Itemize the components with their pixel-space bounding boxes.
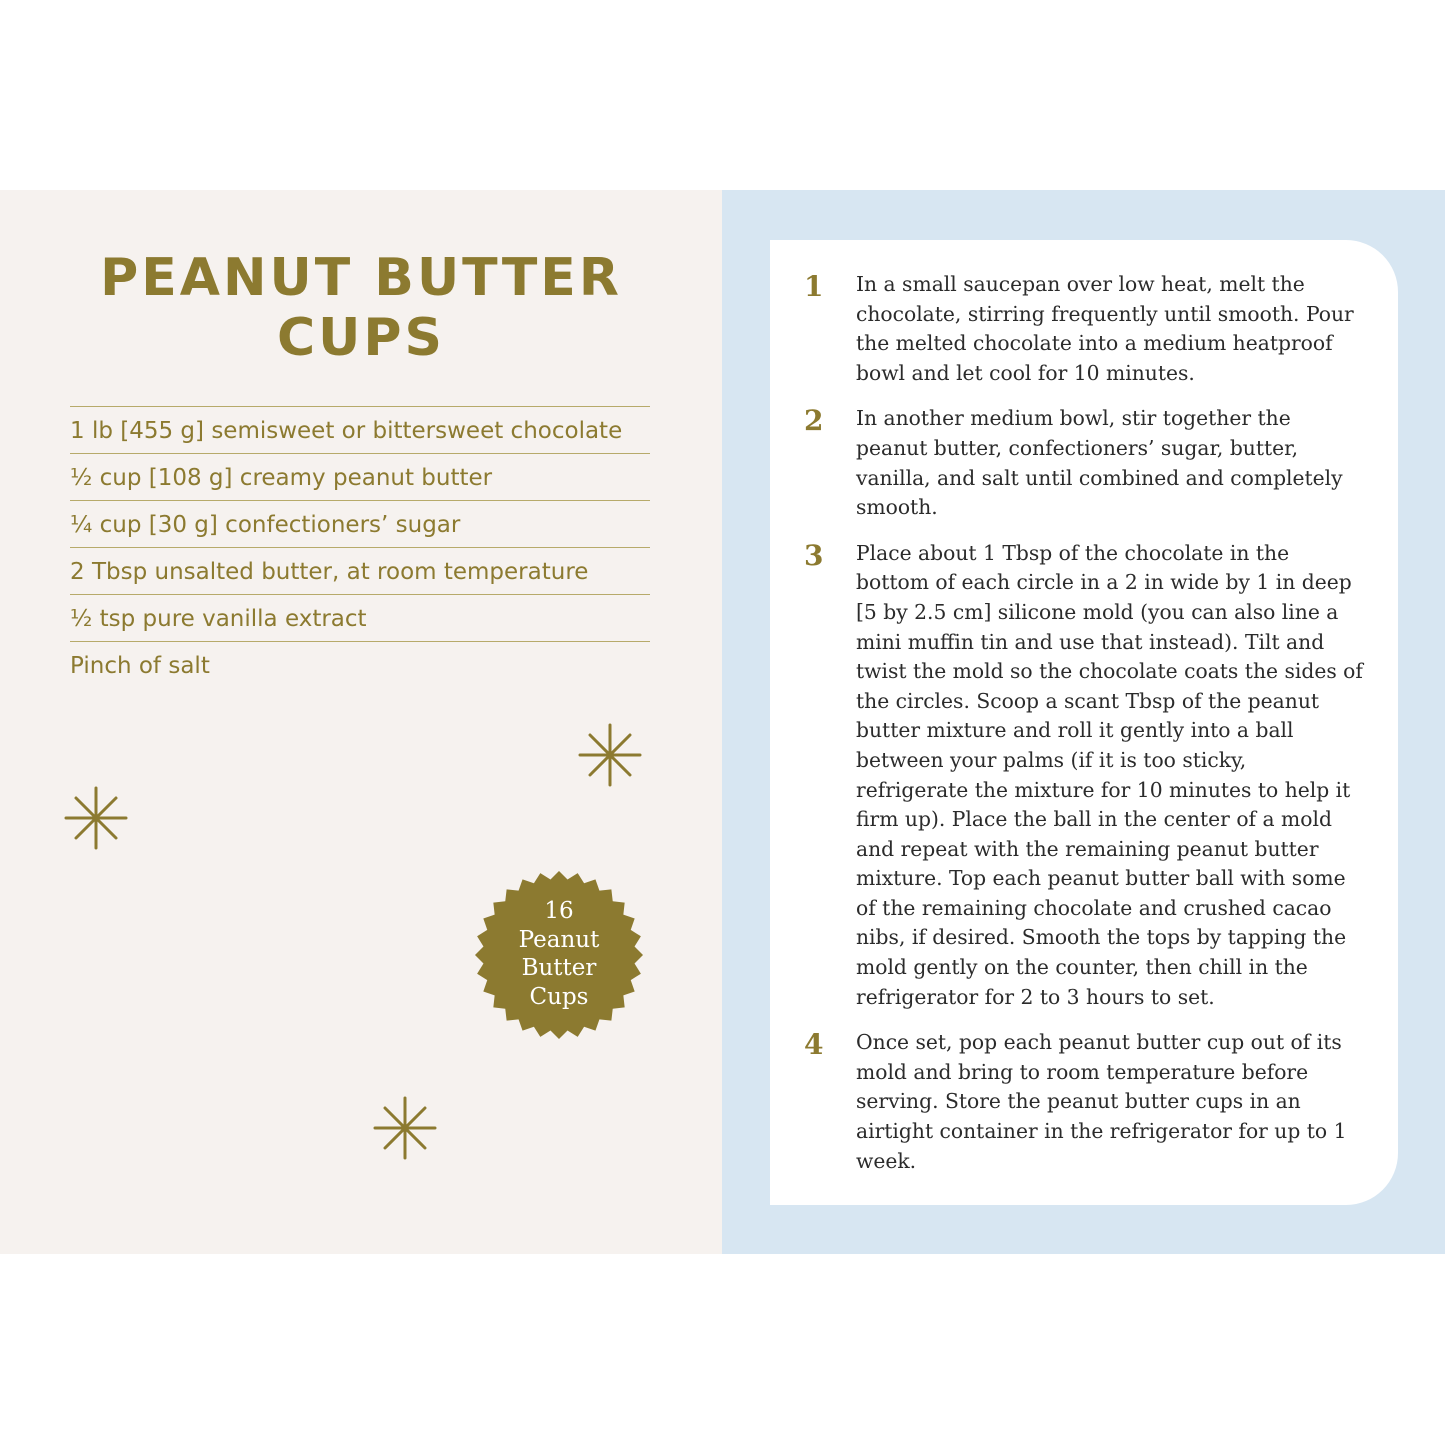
step-number: 2 xyxy=(804,404,824,438)
ingredient-item: ½ tsp pure vanilla extract xyxy=(70,594,650,641)
step-number: 1 xyxy=(804,270,824,303)
yield-word: Butter xyxy=(521,955,597,981)
recipe-title xyxy=(0,248,722,368)
ingredient-item: ¼ cup [30 g] confectioners’ sugar xyxy=(70,500,650,547)
yield-text xyxy=(474,897,644,1011)
step-item xyxy=(804,270,1364,388)
step-item xyxy=(804,1028,1364,1176)
step-list xyxy=(804,270,1364,1192)
step-text: Once set, pop each peanut butter cup out of its mold and bring to room temperature before serving. Store the peanut butter cups in an airtight container in the refrigerator for up to 1 week. xyxy=(856,1030,1347,1173)
step-item xyxy=(804,404,1364,522)
yield-badge xyxy=(474,870,644,1040)
left-page xyxy=(0,190,722,1254)
step-text: Place about 1 Tbsp of the chocolate in the bottom of each circle in a 2 in wide by 1 in deep [5 by 2.5 cm] silicone mold (you can also line a mini muffin tin and use that instead). Tilt and twist the mold so the chocolate coats the sides of the circles. Scoop a scant Tbsp of the peanut butter mixture and roll it gently into a ball between your palms (if it is too sticky, refrigerate the mixture for 10 minutes to help it firm up). Place the ball in the center of a mold and repeat with the remaining peanut butter mixture. Top each peanut butter ball with some of the remaining chocolate and crushed cacao nibs, if desired. Smooth the tops by tapping the mold gently on the counter, then chill in the refrigerator for 2 to 3 hours to set. xyxy=(856,540,1363,1009)
yield-count: 16 xyxy=(544,898,574,924)
yield-word: Cups xyxy=(529,983,589,1010)
step-text: In another medium bowl, stir together the peanut butter, confectioners’ sugar, butter, vanilla, and salt until combined and completely smooth. xyxy=(856,406,1343,520)
ingredient-item: 1 lb [455 g] semisweet or bittersweet chocolate xyxy=(70,406,650,453)
step-text: In a small saucepan over low heat, melt the chocolate, stirring frequently until smooth. Pour the melted chocolate into a medium heatproof bowl and let cool for 10 minutes. xyxy=(856,272,1354,385)
step-number: 4 xyxy=(804,1028,824,1062)
ingredient-list xyxy=(70,406,650,688)
ingredient-item: ½ cup [108 g] creamy peanut butter xyxy=(70,453,650,500)
ingredient-item: Pinch of salt xyxy=(70,641,650,688)
sparkle-icon xyxy=(373,1096,437,1160)
sparkle-icon xyxy=(578,723,642,787)
instructions-card xyxy=(770,240,1398,1205)
step-item xyxy=(804,539,1364,1013)
right-page xyxy=(722,190,1445,1254)
title-line-2: CUPS xyxy=(277,308,445,368)
title-line-1: PEANUT BUTTER xyxy=(100,248,622,308)
sparkle-icon xyxy=(64,786,128,850)
ingredient-item: 2 Tbsp unsalted butter, at room temperature xyxy=(70,547,650,594)
step-number: 3 xyxy=(804,538,824,572)
yield-word: Peanut xyxy=(518,926,600,953)
recipe-spread xyxy=(0,190,1445,1254)
